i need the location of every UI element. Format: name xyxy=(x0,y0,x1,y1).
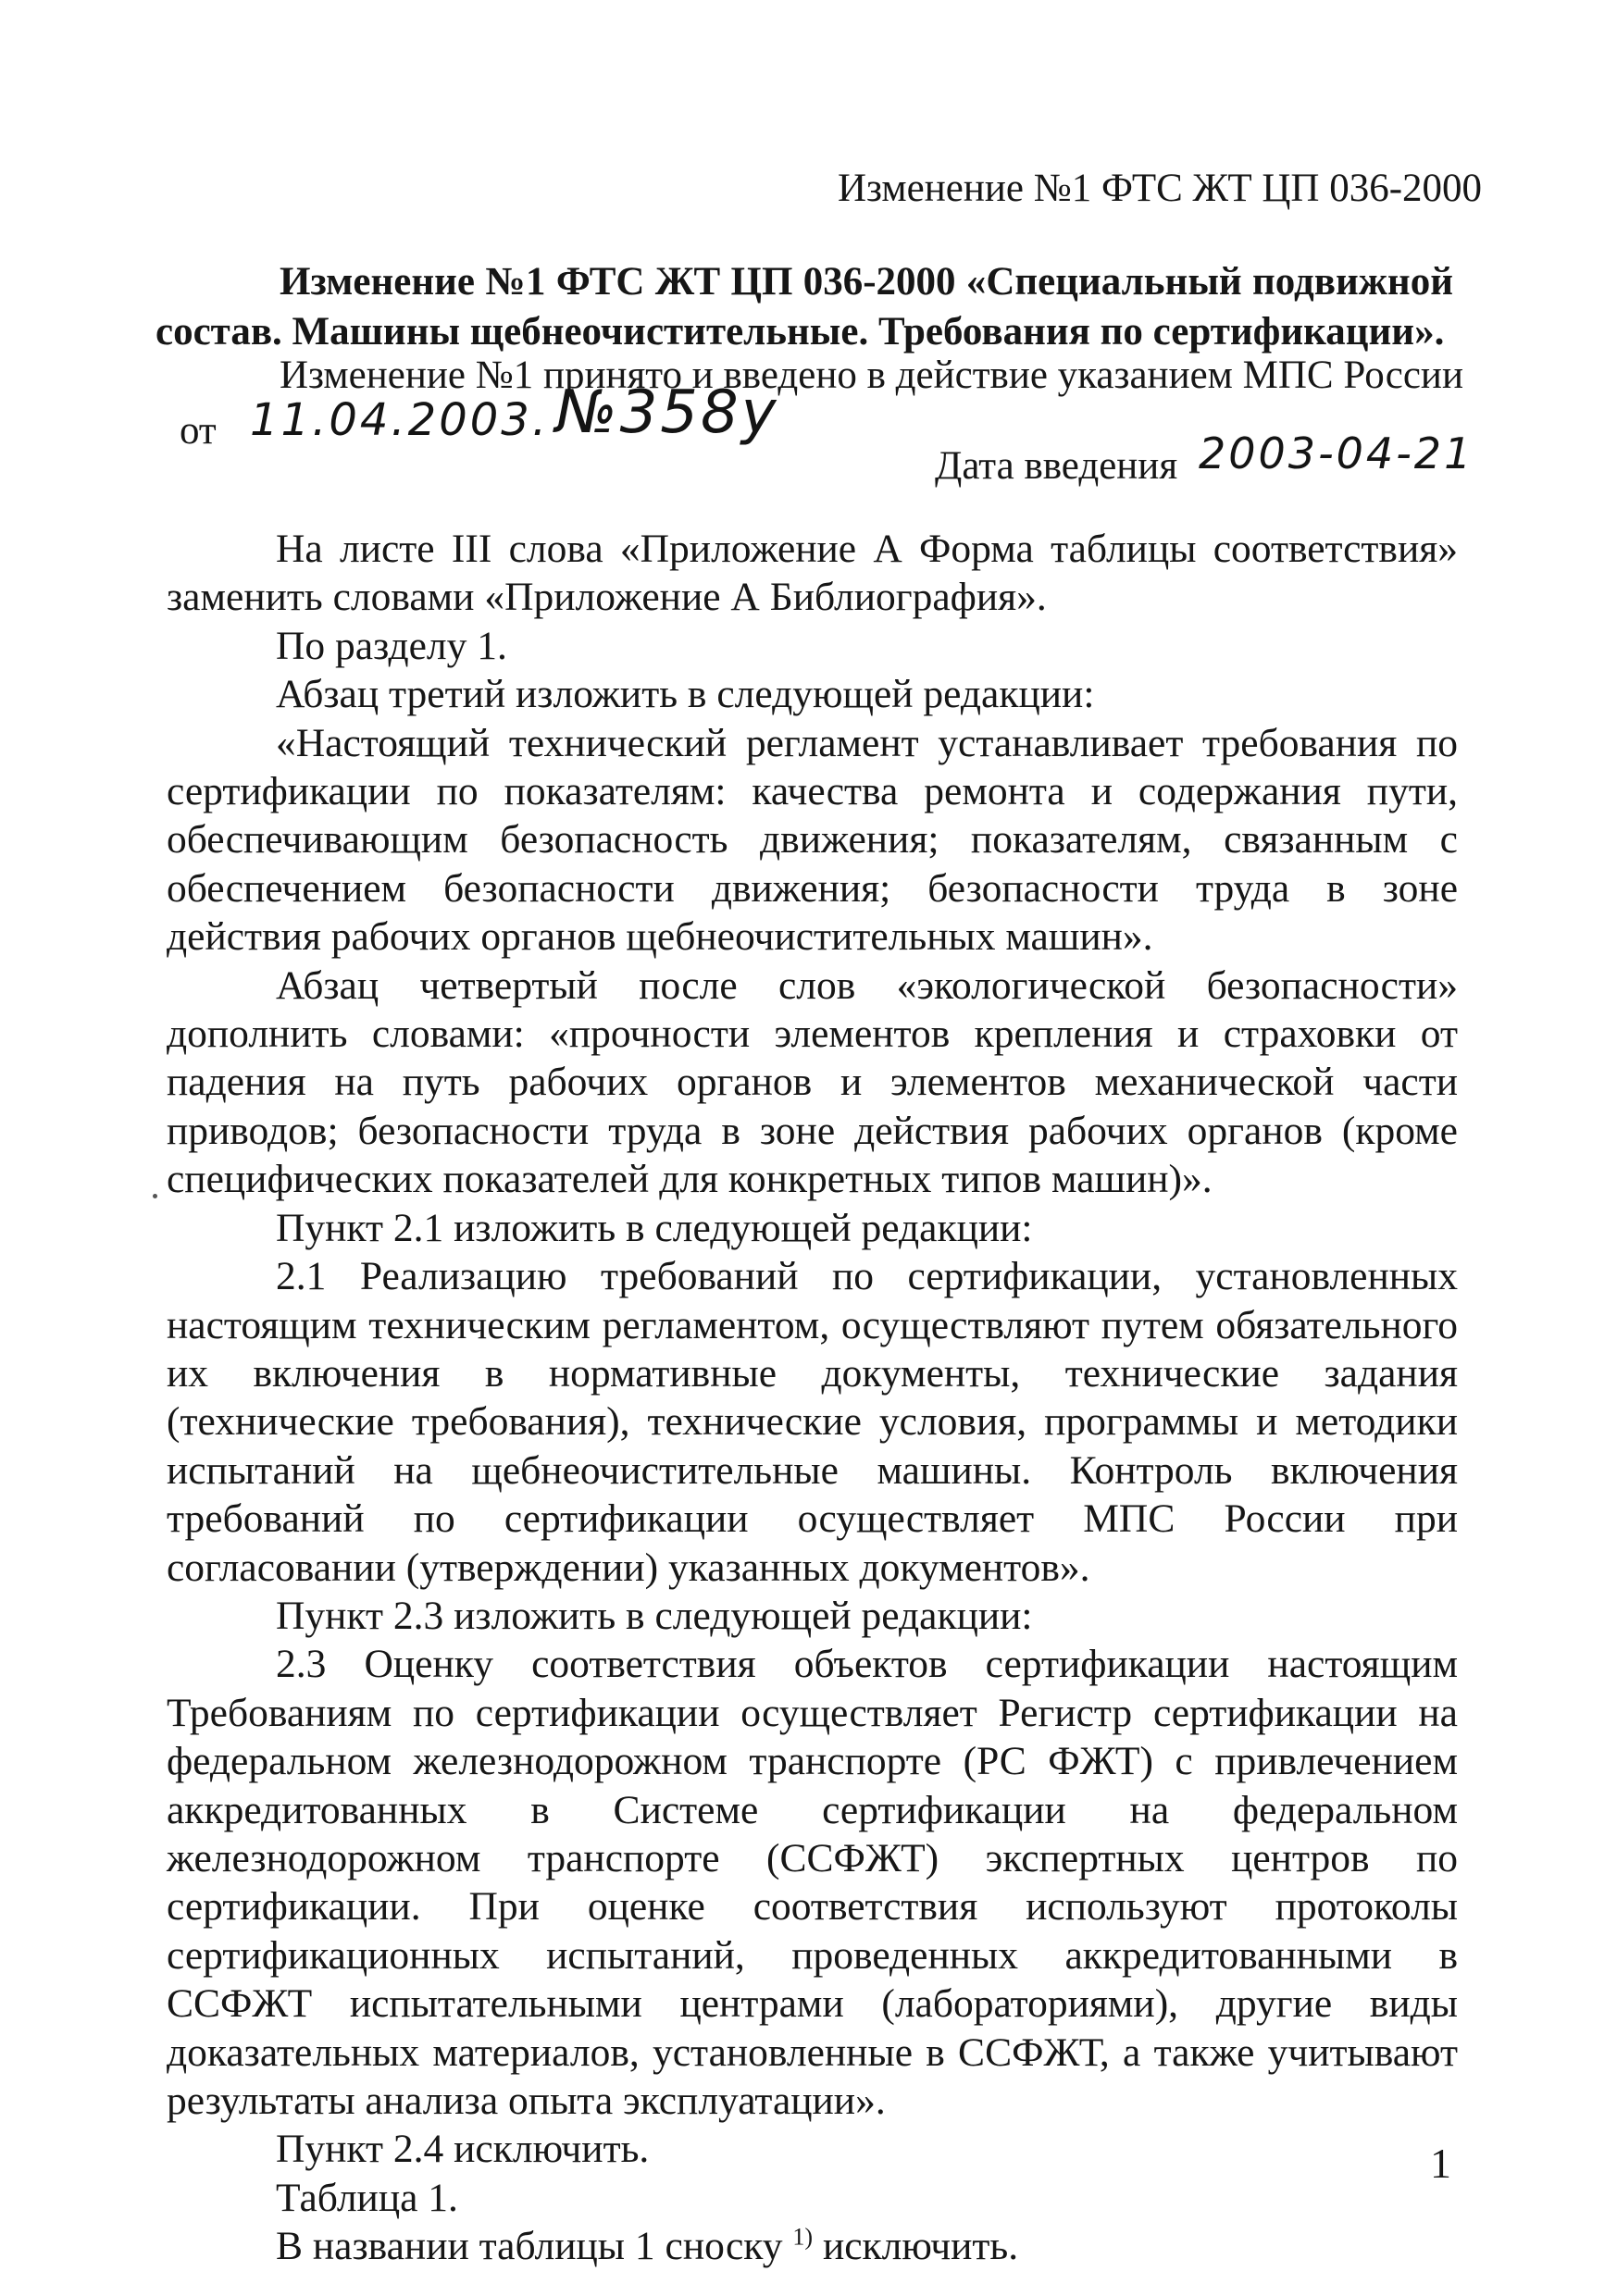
footnote-text-after: исключить. xyxy=(813,2224,1019,2269)
date-from-label: от xyxy=(180,409,217,453)
paragraph-clause-2-3-heading: Пункт 2.3 изложить в следующей редакции: xyxy=(276,1593,1033,1638)
handwritten-order-number: №358у xyxy=(555,379,779,447)
handwritten-effective-date: 2003-04-21 xyxy=(1199,428,1474,478)
paragraph-clause-2-1-heading: Пункт 2.1 изложить в следующей редакции: xyxy=(276,1205,1033,1250)
document-reference-header: Изменение №1 ФТС ЖТ ЦП 036-2000 xyxy=(838,167,1483,210)
paragraph-regulation-quote: «Настоящий технический регламент устанавливает требования по сертификации по показателям: качества ремонта и содержания пути, обеспечивающим безопасность движения; показателям, связанным с обеспечением безопасности движения; безопасности труда в зоне действия рабочих органов щебнеочистительных машин». xyxy=(167,720,1458,960)
paragraph-footnote-removal xyxy=(167,2222,1458,2270)
effective-date-label: Дата введения xyxy=(935,444,1178,488)
title-line-2: состав. Машины щебнеочистительные. Требования по сертификации». xyxy=(155,310,1445,354)
paragraph-table-1: Таблица 1. xyxy=(276,2175,458,2220)
page-number: 1 xyxy=(1430,2140,1451,2187)
footnote-text-before: В названии таблицы 1 сноску xyxy=(276,2224,793,2269)
handwritten-order-date: 11.04.2003. xyxy=(250,394,550,446)
paragraph-abzats-3: Абзац третий изложить в следующей редакции: xyxy=(276,672,1095,717)
paragraph-clause-2-3: 2.3 Оценку соответствия объектов сертификации настоящим Требованиям по сертификации осуществляет Регистр сертификации на федеральном железнодорожном транспорте (РС ФЖТ) с привлечением аккредитованных в Системе сертификации на федеральном железнодорожном транспорте (ССФЖТ) экспертных центров по сертификации. При оценке соответствия используют протоколы сертификационных испытаний, проведенных аккредитованными в ССФЖТ испытательными центрами (лабораториями), другие виды доказательных материалов, установленные в ССФЖТ, а также учитывают результаты анализа опыта эксплуатации». xyxy=(167,1642,1458,2123)
scan-artifact-dot xyxy=(153,1194,157,1198)
title-line-1: Изменение №1 ФТС ЖТ ЦП 036-2000 «Специальный подвижной xyxy=(280,260,1453,304)
adoption-statement: Изменение №1 принято и введено в действие указанием МПС России xyxy=(280,354,1463,397)
paragraph-clause-2-1: 2.1 Реализацию требований по сертификации, установленных настоящим техническим регламентом, осуществляют путем обязательного их включения в нормативные документы, технические задания (технические требования), технические условия, программы и методики испытаний на щебнеочистительные машины. Контроль включения требований по сертификации осуществляет МПС России при согласовании (утверждении) указанных документов». xyxy=(167,1254,1458,1590)
paragraph-abzats-4: Абзац четвертый после слов «экологической безопасности» дополнить словами: «прочности элементов крепления и страховки от падения на путь рабочих органов и элементов механической части приводов; безопасности труда в зоне действия рабочих органов (кроме специфических показателей для конкретных типов машин)». xyxy=(167,962,1458,1202)
footnote-mark: 1) xyxy=(792,2223,814,2251)
amendment-body xyxy=(167,525,1458,2271)
paragraph-sheet-iii: На листе III слова «Приложение А Форма таблицы соответствия» заменить словами «Приложение А Библиография». xyxy=(167,527,1458,620)
paragraph-section-1: По разделу 1. xyxy=(276,623,507,668)
amendment-title xyxy=(155,257,1453,357)
paragraph-clause-2-4: Пункт 2.4 исключить. xyxy=(276,2127,650,2172)
